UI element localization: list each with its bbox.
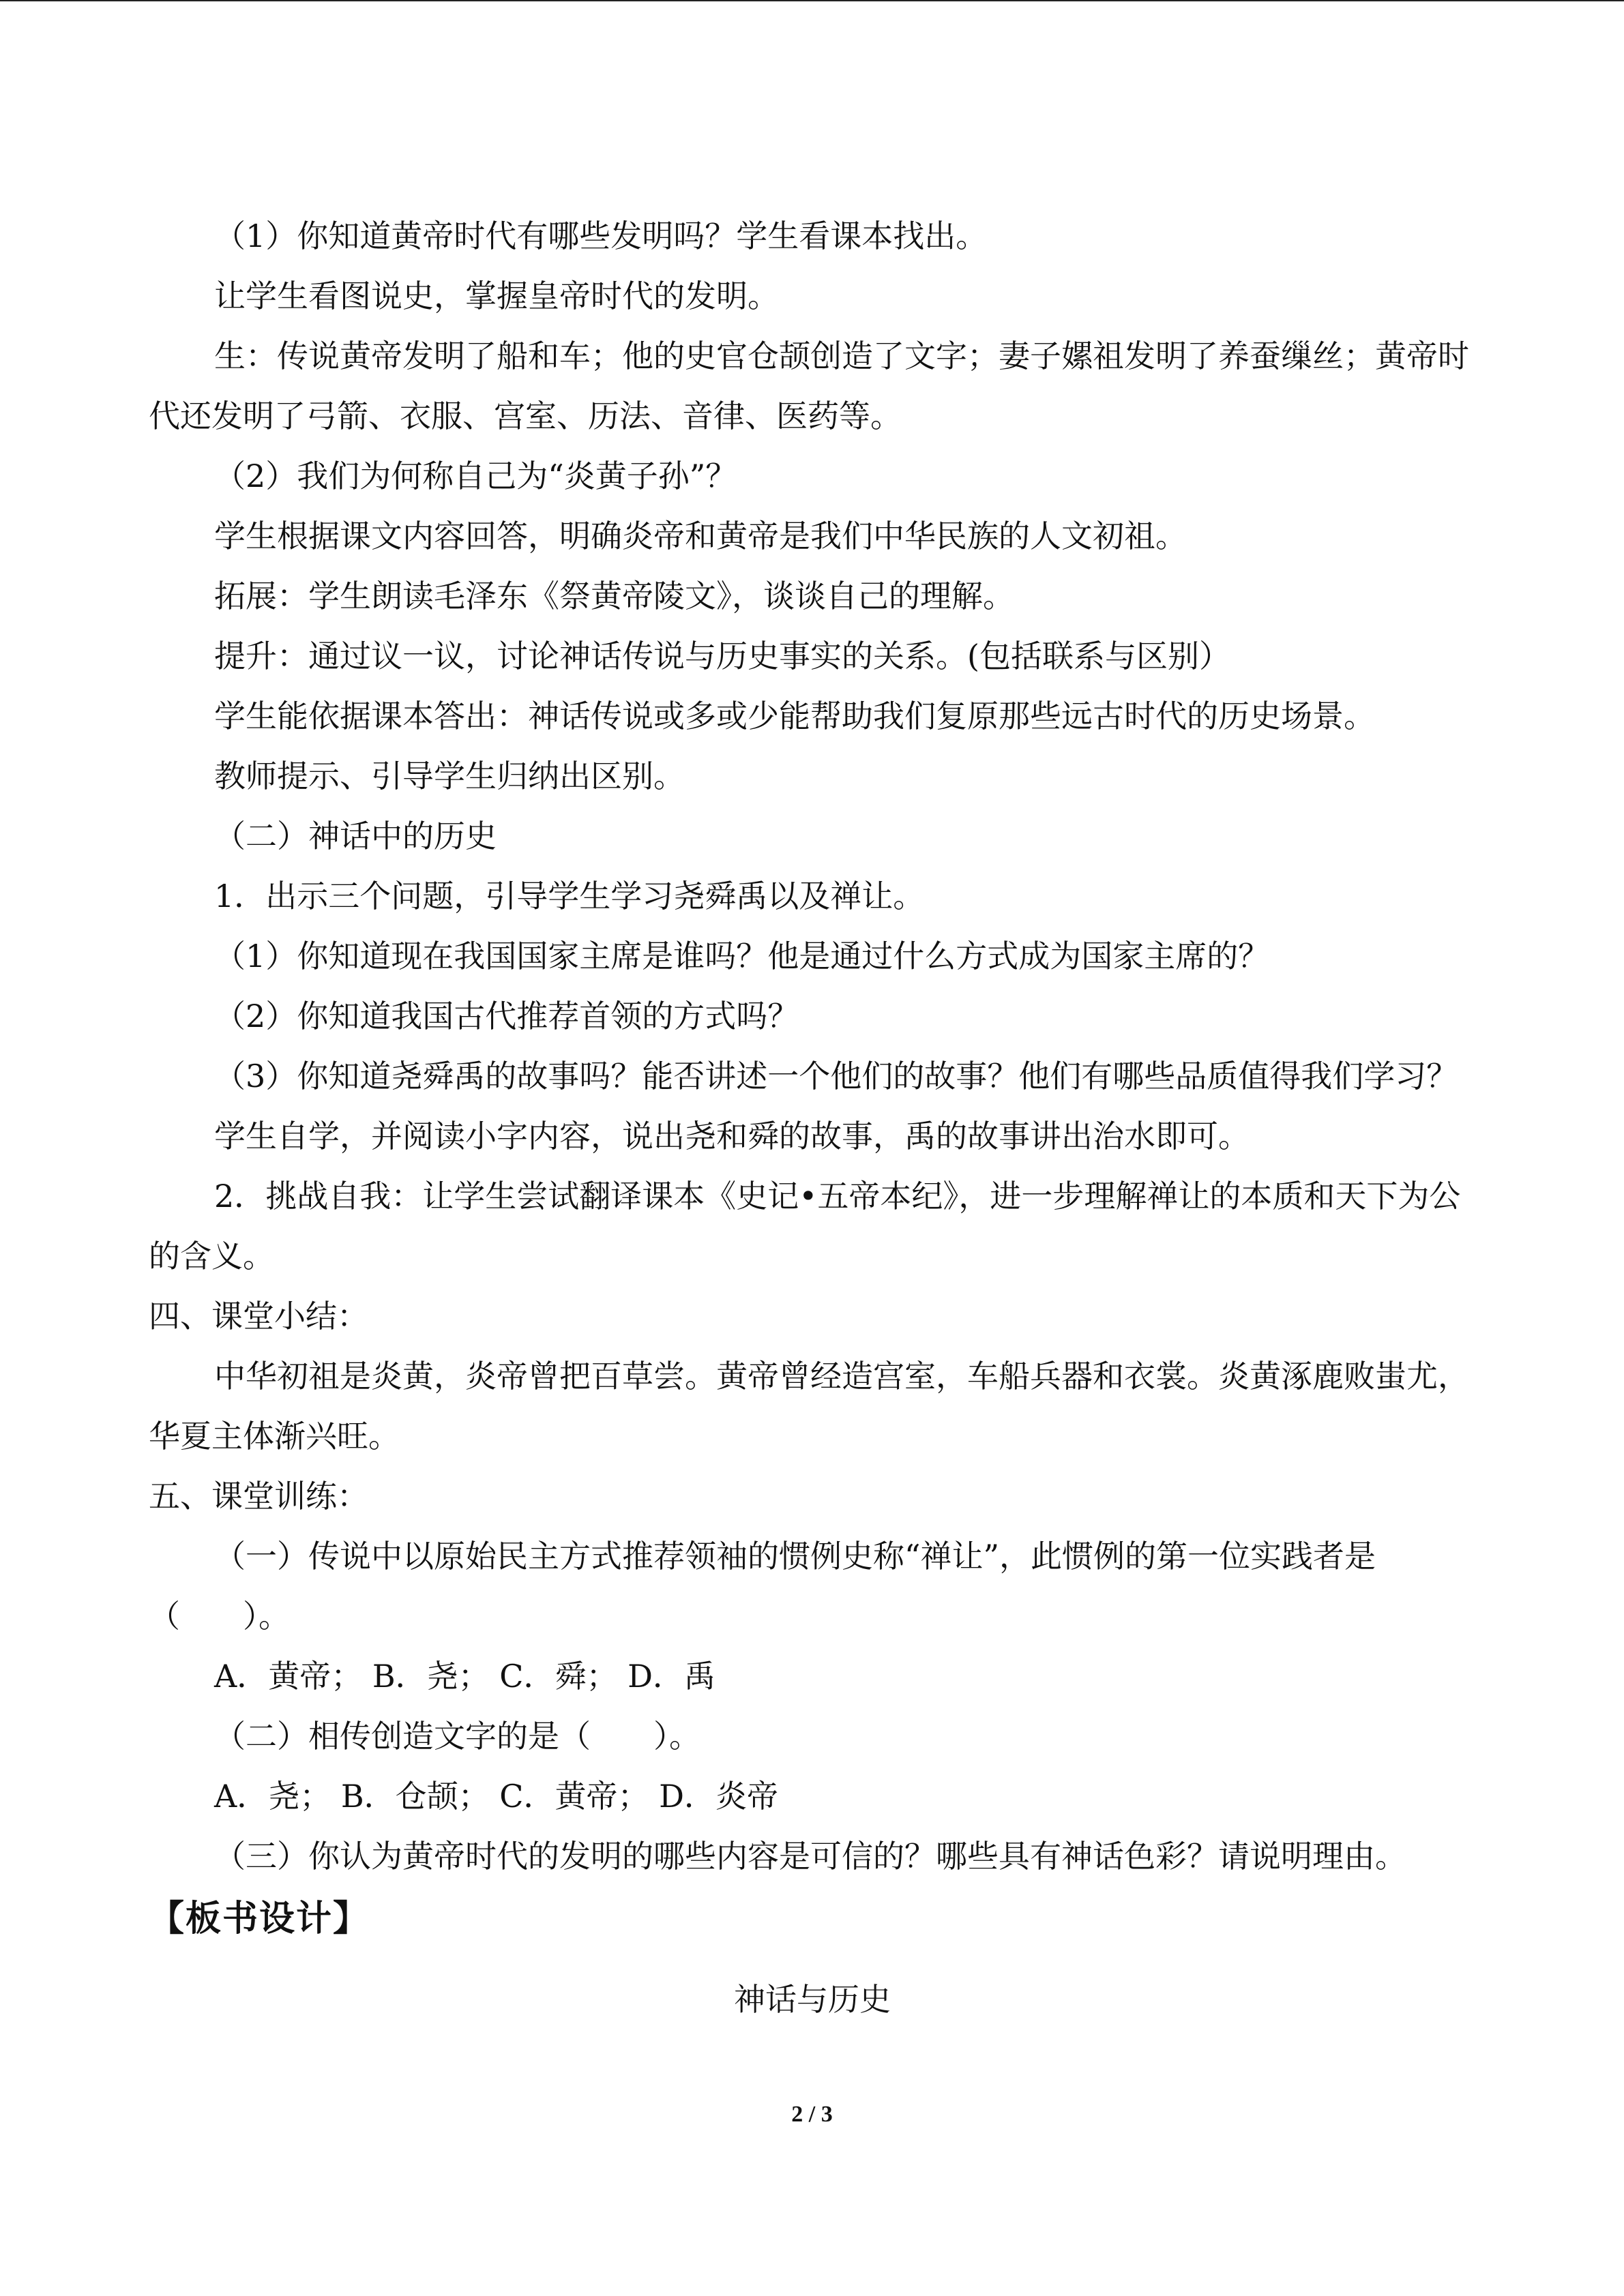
question: （2）你知道我国古代推荐首领的方式吗？ [214, 998, 799, 1034]
section-heading-training: 五、课堂训练： [149, 1478, 368, 1515]
paragraph: 提升：通过议一议，讨论神话传说与历史事实的关系。(包括联系与区别） [214, 638, 1230, 674]
page-number: 2 / 3 [791, 2102, 833, 2127]
paragraph: （1）你知道黄帝时代有哪些发明吗？学生看课本找出。 [214, 218, 988, 254]
board-title: 神话与历史 [734, 1981, 891, 2018]
summary-text: 中华初祖是炎黄，炎帝曾把百草尝。黄帝曾经造宫室，车船兵器和衣裳。炎黄涿鹿败蚩尤，华夏主体渐兴旺。 [149, 1358, 1469, 1455]
paragraph: 学生能依据课本答出：神话传说或多或少能帮助我们复原那些远古时代的历史场景。 [214, 698, 1375, 734]
exercise-question: （二）相传创造文字的是（ ）。 [214, 1718, 700, 1755]
paragraph: 2．挑战自我：让学生尝试翻译课本《史记•五帝本纪》，进一步理解禅让的本质和天下为公的含义。 [149, 1178, 1461, 1274]
exercise-options: A．尧； B．仓颉； C．黄帝； D．炎帝 [214, 1778, 778, 1815]
paragraph: 拓展：学生朗读毛泽东《祭黄帝陵文》，谈谈自己的理解。 [214, 578, 1014, 614]
exercise-question: （三）你认为黄帝时代的发明的哪些内容是可信的？哪些具有神话色彩？请说明理由。 [214, 1838, 1406, 1875]
exercise-options: A．黄帝； B．尧； C．舜； D．禹 [214, 1658, 715, 1695]
paragraph: （2）我们为何称自己为“炎黄子孙”？ [214, 458, 737, 494]
exercise-question: （一）传说中以原始民主方式推荐领袖的惯例史称“禅让”，此惯例的第一位实践者是（ ）。 [149, 1538, 1376, 1635]
paragraph: 让学生看图说史，掌握皇帝时代的发明。 [214, 278, 779, 314]
paragraph: 学生根据课文内容回答，明确炎帝和黄帝是我们中华民族的人文初祖。 [214, 518, 1187, 554]
board-design-heading: 【板书设计】 [149, 1898, 370, 1939]
subsection-heading: （二）神话中的历史 [214, 818, 497, 854]
paragraph: 生：传说黄帝发明了船和车；他的史官仓颉创造了文字；妻子嫘祖发明了养蚕缫丝；黄帝时代还发明了弓箭、衣服、宫室、历法、音律、医药等。 [149, 338, 1469, 434]
page-content [149, 206, 1476, 2033]
section-heading-summary: 四、课堂小结： [149, 1298, 368, 1335]
paragraph: 学生自学，并阅读小字内容，说出尧和舜的故事，禹的故事讲出治水即可。 [214, 1118, 1250, 1154]
question: （3）你知道尧舜禹的故事吗？能否讲述一个他们的故事？他们有哪些品质值得我们学习？ [214, 1058, 1458, 1094]
paragraph: 教师提示、引导学生归纳出区别。 [214, 758, 685, 794]
paragraph: 1．出示三个问题，引导学生学习尧舜禹以及禅让。 [214, 878, 925, 914]
question: （1）你知道现在我国国家主席是谁吗？他是通过什么方式成为国家主席的？ [214, 938, 1270, 974]
paragraph-list [149, 206, 1476, 1886]
